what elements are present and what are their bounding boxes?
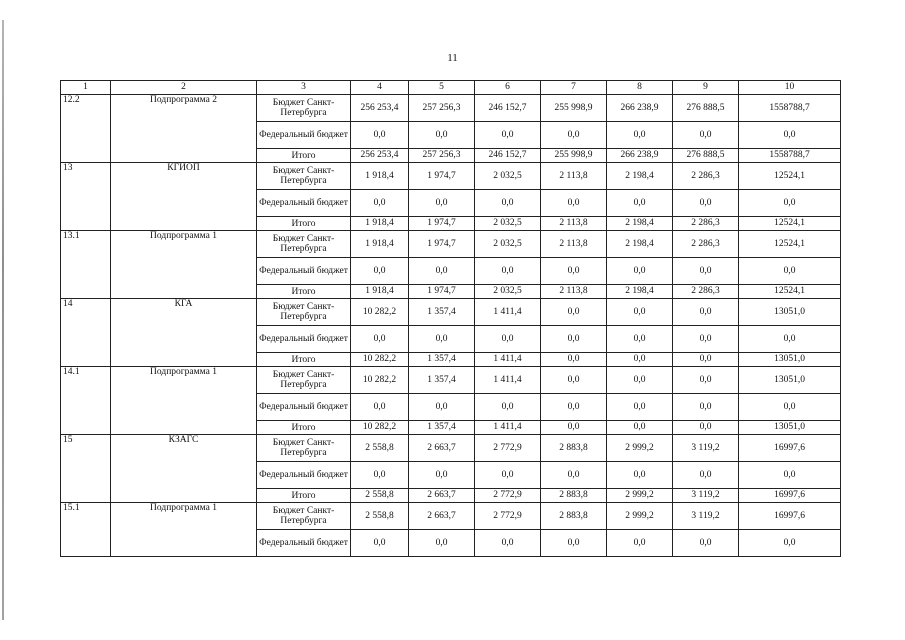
value-cell: 2 198,4	[607, 217, 673, 231]
value-cell: 0,0	[351, 326, 409, 353]
value-cell: 1 411,4	[475, 353, 541, 367]
value-cell: 2 883,8	[541, 503, 607, 530]
table-row	[61, 95, 841, 122]
funding-source-cell: Бюджет Санкт-Петербурга	[257, 435, 351, 462]
header-cell: 6	[475, 81, 541, 95]
value-cell: 0,0	[541, 122, 607, 149]
item-number-cell: 13	[61, 163, 111, 231]
item-number-cell: 13.1	[61, 231, 111, 299]
value-cell: 0,0	[409, 258, 475, 285]
value-cell: 0,0	[351, 462, 409, 489]
header-row	[61, 81, 841, 95]
funding-source-cell: Федеральный бюджет	[257, 394, 351, 421]
header-cell: 10	[739, 81, 841, 95]
value-cell: 2 113,8	[541, 285, 607, 299]
value-cell: 0,0	[475, 462, 541, 489]
value-cell: 2 198,4	[607, 163, 673, 190]
value-cell: 1 974,7	[409, 285, 475, 299]
value-cell: 1558788,7	[739, 149, 841, 163]
value-cell: 16997,6	[739, 503, 841, 530]
table-row	[61, 299, 841, 326]
value-cell: 2 883,8	[541, 435, 607, 462]
value-cell: 2 032,5	[475, 217, 541, 231]
value-cell: 0,0	[541, 299, 607, 326]
value-cell: 1 357,4	[409, 421, 475, 435]
value-cell: 0,0	[541, 394, 607, 421]
value-cell: 0,0	[673, 462, 739, 489]
value-cell: 1 974,7	[409, 231, 475, 258]
value-cell: 0,0	[739, 326, 841, 353]
value-cell: 2 198,4	[607, 285, 673, 299]
value-cell: 2 772,9	[475, 503, 541, 530]
funding-source-cell: Итого	[257, 217, 351, 231]
header-cell: 4	[351, 81, 409, 95]
value-cell: 12524,1	[739, 163, 841, 190]
program-name-cell: Подпрограмма 1	[111, 367, 257, 435]
header-cell: 9	[673, 81, 739, 95]
value-cell: 0,0	[607, 299, 673, 326]
funding-source-cell: Федеральный бюджет	[257, 190, 351, 217]
value-cell: 0,0	[541, 326, 607, 353]
page-number: 11	[447, 52, 458, 64]
value-cell: 0,0	[351, 190, 409, 217]
value-cell: 0,0	[673, 394, 739, 421]
value-cell: 0,0	[607, 353, 673, 367]
value-cell: 0,0	[409, 190, 475, 217]
value-cell: 2 032,5	[475, 285, 541, 299]
value-cell: 266 238,9	[607, 149, 673, 163]
value-cell: 1 974,7	[409, 163, 475, 190]
funding-source-cell: Бюджет Санкт-Петербурга	[257, 299, 351, 326]
value-cell: 2 999,2	[607, 489, 673, 503]
value-cell: 0,0	[475, 326, 541, 353]
funding-source-cell: Итого	[257, 285, 351, 299]
value-cell: 0,0	[409, 326, 475, 353]
funding-source-cell: Итого	[257, 353, 351, 367]
value-cell: 0,0	[351, 530, 409, 557]
program-name-cell: КГИОП	[111, 163, 257, 231]
value-cell: 1 411,4	[475, 299, 541, 326]
value-cell: 257 256,3	[409, 149, 475, 163]
value-cell: 2 032,5	[475, 231, 541, 258]
value-cell: 0,0	[541, 367, 607, 394]
value-cell: 3 119,2	[673, 503, 739, 530]
value-cell: 2 558,8	[351, 435, 409, 462]
value-cell: 13051,0	[739, 299, 841, 326]
funding-source-cell: Федеральный бюджет	[257, 326, 351, 353]
value-cell: 0,0	[607, 326, 673, 353]
table-row	[61, 367, 841, 394]
value-cell: 0,0	[739, 122, 841, 149]
value-cell: 276 888,5	[673, 95, 739, 122]
program-name-cell: КЗАГС	[111, 435, 257, 503]
item-number-cell: 15	[61, 435, 111, 503]
value-cell: 2 558,8	[351, 503, 409, 530]
header-cell: 7	[541, 81, 607, 95]
value-cell: 2 198,4	[607, 231, 673, 258]
value-cell: 0,0	[673, 421, 739, 435]
value-cell: 0,0	[739, 190, 841, 217]
value-cell: 0,0	[607, 258, 673, 285]
value-cell: 2 286,3	[673, 217, 739, 231]
value-cell: 0,0	[541, 353, 607, 367]
header-cell: 3	[257, 81, 351, 95]
funding-source-cell: Федеральный бюджет	[257, 462, 351, 489]
value-cell: 16997,6	[739, 489, 841, 503]
value-cell: 255 998,9	[541, 149, 607, 163]
funding-source-cell: Итого	[257, 489, 351, 503]
budget-table	[60, 80, 841, 557]
funding-source-cell: Итого	[257, 421, 351, 435]
value-cell: 0,0	[673, 258, 739, 285]
value-cell: 0,0	[673, 353, 739, 367]
value-cell: 2 999,2	[607, 435, 673, 462]
value-cell: 0,0	[607, 122, 673, 149]
funding-source-cell: Бюджет Санкт-Петербурга	[257, 503, 351, 530]
value-cell: 257 256,3	[409, 95, 475, 122]
value-cell: 0,0	[475, 122, 541, 149]
value-cell: 0,0	[739, 258, 841, 285]
value-cell: 12524,1	[739, 231, 841, 258]
program-name-cell: КГА	[111, 299, 257, 367]
program-name-cell: Подпрограмма 1	[111, 503, 257, 557]
value-cell: 10 282,2	[351, 353, 409, 367]
value-cell: 1 411,4	[475, 367, 541, 394]
value-cell: 2 663,7	[409, 435, 475, 462]
value-cell: 1 918,4	[351, 231, 409, 258]
value-cell: 1 411,4	[475, 421, 541, 435]
value-cell: 0,0	[541, 258, 607, 285]
value-cell: 0,0	[409, 394, 475, 421]
program-name-cell: Подпрограмма 1	[111, 231, 257, 299]
value-cell: 0,0	[475, 190, 541, 217]
scan-edge-shadow	[2, 20, 4, 620]
table-row	[61, 435, 841, 462]
value-cell: 246 152,7	[475, 95, 541, 122]
value-cell: 0,0	[541, 462, 607, 489]
value-cell: 0,0	[607, 394, 673, 421]
value-cell: 0,0	[541, 190, 607, 217]
value-cell: 1 918,4	[351, 217, 409, 231]
value-cell: 0,0	[607, 190, 673, 217]
value-cell: 0,0	[607, 421, 673, 435]
header-cell: 1	[61, 81, 111, 95]
funding-source-cell: Бюджет Санкт-Петербурга	[257, 367, 351, 394]
value-cell: 2 558,8	[351, 489, 409, 503]
funding-source-cell: Бюджет Санкт-Петербурга	[257, 231, 351, 258]
item-number-cell: 12.2	[61, 95, 111, 163]
value-cell: 0,0	[739, 530, 841, 557]
value-cell: 0,0	[541, 421, 607, 435]
value-cell: 10 282,2	[351, 367, 409, 394]
value-cell: 1 357,4	[409, 299, 475, 326]
value-cell: 1 918,4	[351, 285, 409, 299]
value-cell: 2 286,3	[673, 231, 739, 258]
value-cell: 2 286,3	[673, 163, 739, 190]
value-cell: 10 282,2	[351, 421, 409, 435]
value-cell: 0,0	[351, 258, 409, 285]
table-row	[61, 163, 841, 190]
funding-source-cell: Федеральный бюджет	[257, 122, 351, 149]
value-cell: 0,0	[739, 394, 841, 421]
value-cell: 256 253,4	[351, 149, 409, 163]
value-cell: 10 282,2	[351, 299, 409, 326]
value-cell: 16997,6	[739, 435, 841, 462]
value-cell: 0,0	[673, 367, 739, 394]
value-cell: 3 119,2	[673, 489, 739, 503]
value-cell: 0,0	[351, 122, 409, 149]
header-cell: 8	[607, 81, 673, 95]
table-row	[61, 503, 841, 530]
value-cell: 3 119,2	[673, 435, 739, 462]
budget-table-body	[61, 81, 841, 557]
funding-source-cell: Федеральный бюджет	[257, 258, 351, 285]
value-cell: 13051,0	[739, 367, 841, 394]
value-cell: 2 663,7	[409, 489, 475, 503]
value-cell: 0,0	[739, 462, 841, 489]
value-cell: 0,0	[673, 190, 739, 217]
value-cell: 2 113,8	[541, 217, 607, 231]
item-number-cell: 15.1	[61, 503, 111, 557]
item-number-cell: 14.1	[61, 367, 111, 435]
value-cell: 0,0	[541, 530, 607, 557]
value-cell: 1 357,4	[409, 353, 475, 367]
funding-source-cell: Бюджет Санкт-Петербурга	[257, 95, 351, 122]
value-cell: 13051,0	[739, 421, 841, 435]
value-cell: 13051,0	[739, 353, 841, 367]
value-cell: 0,0	[475, 258, 541, 285]
funding-source-cell: Итого	[257, 149, 351, 163]
value-cell: 2 032,5	[475, 163, 541, 190]
program-name-cell: Подпрограмма 2	[111, 95, 257, 163]
value-cell: 2 663,7	[409, 503, 475, 530]
funding-source-cell: Бюджет Санкт-Петербурга	[257, 163, 351, 190]
value-cell: 0,0	[475, 394, 541, 421]
value-cell: 1 357,4	[409, 367, 475, 394]
value-cell: 12524,1	[739, 285, 841, 299]
value-cell: 266 238,9	[607, 95, 673, 122]
value-cell: 0,0	[607, 530, 673, 557]
value-cell: 276 888,5	[673, 149, 739, 163]
value-cell: 1 974,7	[409, 217, 475, 231]
value-cell: 0,0	[607, 367, 673, 394]
value-cell: 2 772,9	[475, 435, 541, 462]
item-number-cell: 14	[61, 299, 111, 367]
value-cell: 2 883,8	[541, 489, 607, 503]
funding-source-cell: Федеральный бюджет	[257, 530, 351, 557]
value-cell: 0,0	[409, 462, 475, 489]
value-cell: 1 918,4	[351, 163, 409, 190]
table-row	[61, 231, 841, 258]
value-cell: 1558788,7	[739, 95, 841, 122]
value-cell: 0,0	[409, 122, 475, 149]
value-cell: 0,0	[673, 122, 739, 149]
value-cell: 12524,1	[739, 217, 841, 231]
value-cell: 0,0	[409, 530, 475, 557]
header-cell: 2	[111, 81, 257, 95]
value-cell: 2 999,2	[607, 503, 673, 530]
value-cell: 246 152,7	[475, 149, 541, 163]
value-cell: 255 998,9	[541, 95, 607, 122]
value-cell: 2 286,3	[673, 285, 739, 299]
value-cell: 256 253,4	[351, 95, 409, 122]
header-cell: 5	[409, 81, 475, 95]
value-cell: 2 113,8	[541, 163, 607, 190]
value-cell: 0,0	[607, 462, 673, 489]
value-cell: 0,0	[673, 530, 739, 557]
value-cell: 0,0	[673, 326, 739, 353]
value-cell: 2 113,8	[541, 231, 607, 258]
value-cell: 2 772,9	[475, 489, 541, 503]
value-cell: 0,0	[475, 530, 541, 557]
value-cell: 0,0	[351, 394, 409, 421]
value-cell: 0,0	[673, 299, 739, 326]
